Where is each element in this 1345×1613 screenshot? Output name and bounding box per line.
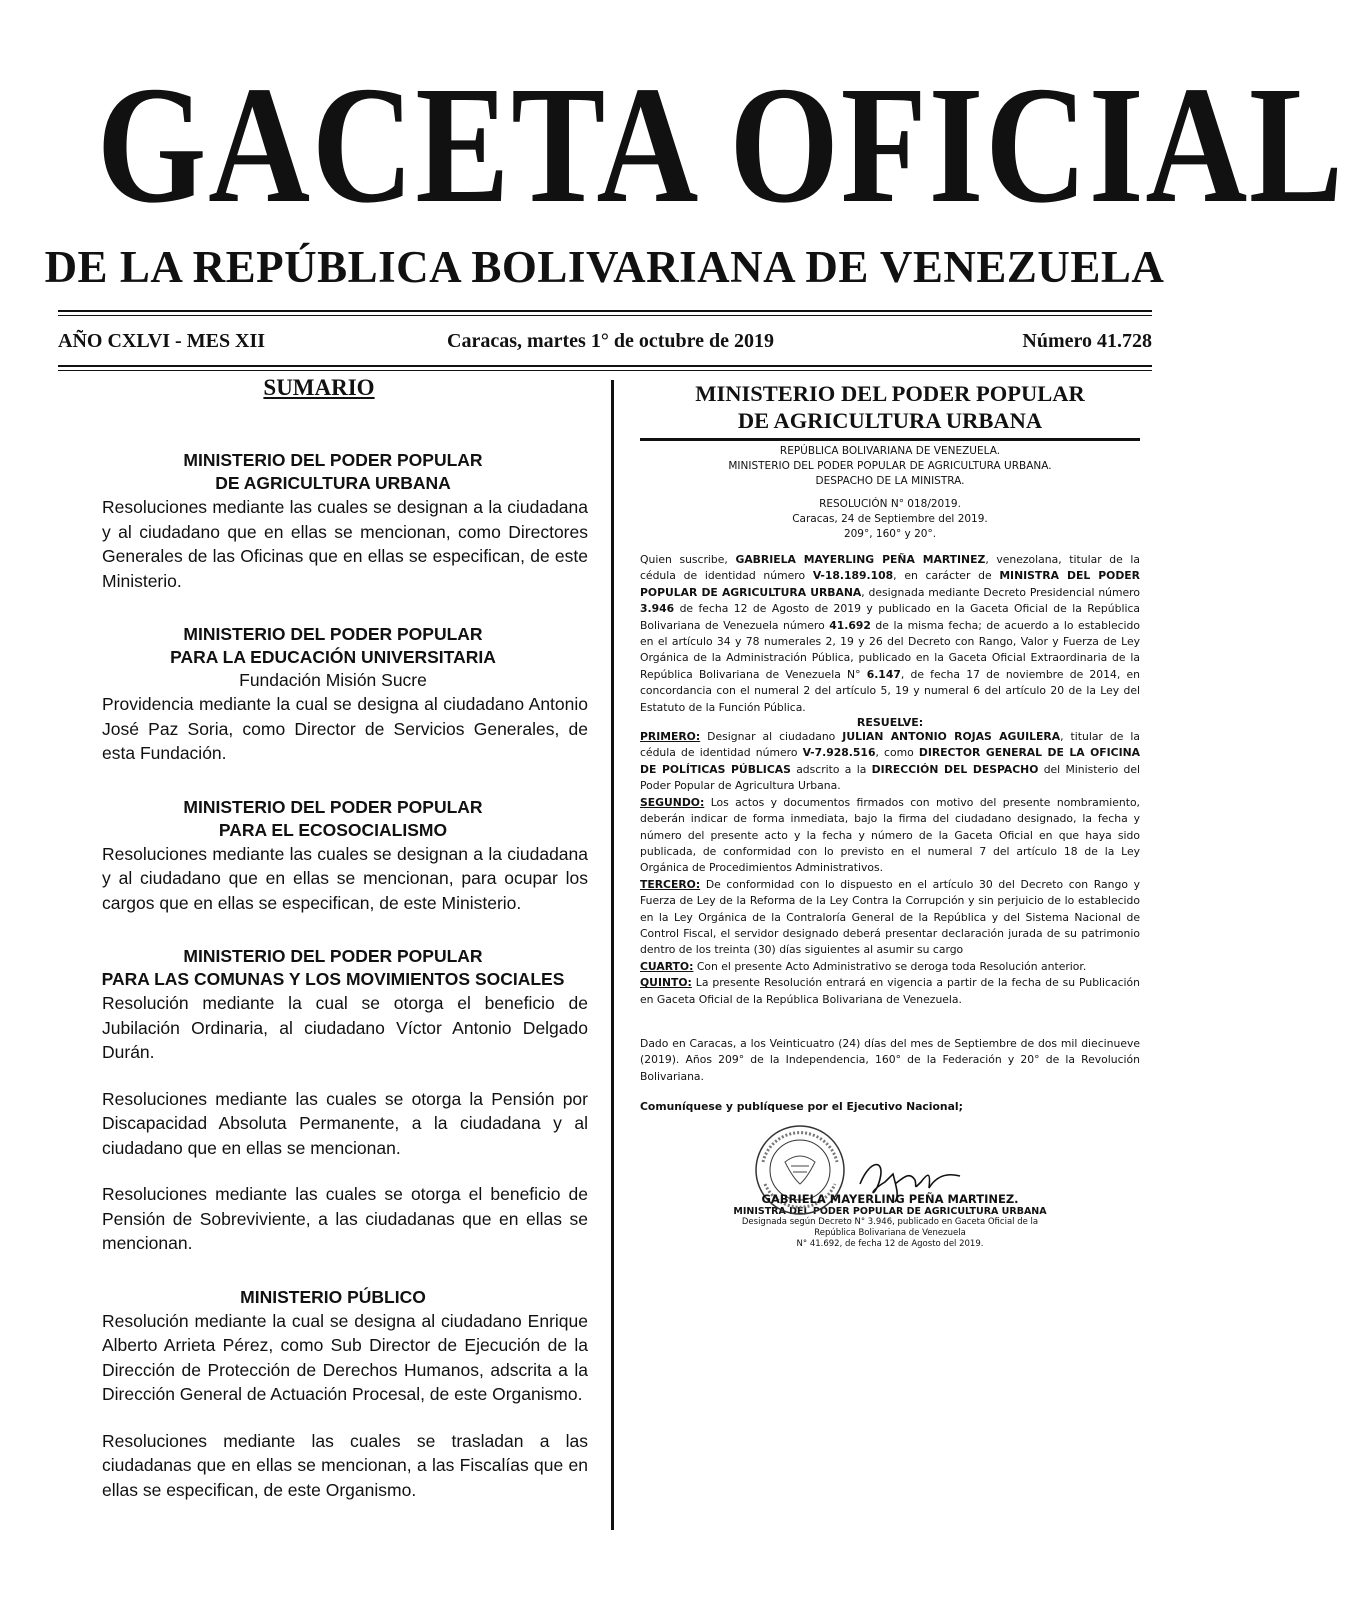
sumario-entry: Resolución mediante la cual se otorga el beneficio de Jubilación Ordinaria, al ciudadano Víctor Antonio Delgado Durán. — [102, 993, 588, 1062]
sumario-ministry: MINISTERIO DEL PODER POPULAR — [183, 450, 483, 470]
gazette-subtitle: DE LA REPÚBLICA BOLIVARIANA DE VENEZUELA — [44, 242, 1165, 292]
sumario-entry: Resolución mediante la cual se designa al ciudadano Enrique Alberto Arrieta Pérez, como Sub Director de Ejecución de la Dirección de Protección de Derechos Humanos, adscrita a la Dirección General de Actuación Procesal, de este Organismo. — [102, 1310, 588, 1404]
resolution-header-line: MINISTERIO DEL PODER POPULAR DE AGRICULTURA URBANA. — [728, 460, 1052, 472]
resuelve-heading: RESUELVE: — [856, 716, 924, 730]
sumario-entry: Resoluciones mediante las cuales se otorga la Pensión por Discapacidad Absoluta Permanente, a la ciudadana y al ciudadano que en ellas se mencionan. — [102, 1088, 588, 1158]
sumario-entry: Providencia mediante la cual se designa al ciudadano Antonio José Paz Soria, como Director de Servicios Generales, de esta Fundación. — [102, 694, 588, 763]
sumario-ministry: MINISTERIO DEL PODER POPULAR — [183, 946, 483, 966]
resolution-header-line: DESPACHO DE LA MINISTRA. — [815, 475, 965, 487]
sumario-title: SUMARIO — [263, 375, 375, 400]
issue-rule — [58, 365, 1152, 367]
header-rule-thin — [58, 315, 1152, 316]
sumario-ministry: PARA LAS COMUNAS Y LOS MOVIMIENTOS SOCIALES — [101, 969, 565, 989]
issue-date: Caracas, martes 1° de octubre de 2019 — [447, 330, 775, 352]
resolution-preamble: Quien suscribe, GABRIELA MAYERLING PEÑA MARTINEZ, venezolana, titular de la cédula de identidad número V-18.189.108, en carácter de MINISTRA DEL PODER POPULAR DE AGRICULTURA URBANA, designada mediante Decreto Presidencial número 3.946 de fecha 12 de Agosto de 2019 y publicado en la Gaceta Oficial de la República Bolivariana de Venezuela número 41.692 de la misma fecha; de acuerdo a lo establecido en el artículo 34 y 78 numerales 2, 19 y 26 del Decreto con Rango, Valor y Fuerza de Ley Orgánica de la Administración Pública, publicado en la Gaceta Oficial Extraordinaria de la República Bolivariana de Venezuela N° 6.147, de fecha 17 de noviembre de 2014, en concordancia con el numeral 2 del artículo 5, 19 y numeral 6 del artículo 20 de la Ley del Estatuto de la Función Pública. — [640, 553, 1140, 714]
sumario-subtitle: Fundación Misión Sucre — [239, 670, 427, 690]
article-segundo: SEGUNDO: Los actos y documentos firmados con motivo del presente nombramiento, deberán indicar de forma inmediata, bajo la firma del ciudadano designado, la fecha y número del presente acto y la fecha y número de la Gaceta Oficial en que haya sido publicada, de conformidad con lo previsto en el numeral 7 del artículo 18 de la Ley Orgánica de Procedimientos Administrativos. — [640, 795, 1140, 875]
signature-area — [640, 1122, 1140, 1222]
sumario-section — [78, 449, 588, 593]
sumario-ministry: MINISTERIO DEL PODER POPULAR — [183, 624, 483, 644]
closing-paragraph: Dado en Caracas, a los Veinticuatro (24) días del mes de Septiembre de dos mil diecinueve (2019). Años 209° de la Independencia, 160° de la Federación y 20° de la Revolución Bolivariana. — [640, 1036, 1140, 1083]
sumario-ministry: MINISTERIO PÚBLICO — [240, 1286, 426, 1307]
resolution-number: RESOLUCIÓN N° 018/2019. — [819, 498, 961, 510]
signer-note-line: N° 41.692, de fecha 12 de Agosto del 2019. — [796, 1238, 984, 1249]
sumario-ministry: PARA EL ECOSOCIALISMO — [218, 819, 448, 840]
sumario-entry: Resoluciones mediante las cuales se designan a la ciudadana y al ciudadano que en ellas se mencionan, como Directores Generales de las Oficinas que en ellas se especifican, de este Ministerio. — [102, 497, 588, 591]
issue-line — [58, 330, 1152, 360]
issue-year-month: AÑO CXLVI - MES XII — [58, 330, 266, 352]
gazette-title: GACETA OFICIAL — [96, 52, 1345, 238]
masthead — [0, 52, 1345, 292]
resolution-years: 209°, 160° y 20°. — [843, 528, 937, 540]
article-primero: PRIMERO: Designar al ciudadano JULIAN ANTONIO ROJAS AGUILERA, titular de la cédula de identidad número V-7.928.516, como DIRECTOR GENERAL DE LA OFICINA DE POLÍTICAS PÚBLICAS adscrito a la DIRECCIÓN DEL DESPACHO del Ministerio del Poder Popular de Agricultura Urbana. — [640, 730, 1140, 793]
article-cuarto: CUARTO: Con el presente Acto Administrativo se deroga toda Resolución anterior. — [640, 959, 1087, 973]
signer-name: GABRIELA MAYERLING PEÑA MARTINEZ. — [761, 1191, 1019, 1206]
resolution-ministry: DE AGRICULTURA URBANA — [737, 408, 1043, 433]
sumario-entry: Resoluciones mediante las cuales se designan a la ciudadana y al ciudadano que en ellas se mencionan, para ocupar los cargos que en ellas se especifican, de este Ministerio. — [102, 843, 588, 913]
sumario-entry: Resoluciones mediante las cuales se otorga el beneficio de Pensión de Sobreviviente, a las ciudadanas que en ellas se mencionan. — [102, 1184, 588, 1253]
article-quinto: QUINTO: La presente Resolución entrará en vigencia a partir de la fecha de su Publicación en Gaceta Oficial de la República Bolivariana de Venezuela. — [640, 976, 1140, 1006]
signer-note-line: Designada según Decreto N° 3.946, publicado en Gaceta Oficial de la — [741, 1216, 1039, 1227]
sumario-column — [78, 375, 588, 1502]
resolution-date: Caracas, 24 de Septiembre del 2019. — [792, 513, 988, 525]
sumario-section — [78, 1286, 588, 1503]
publish-line: Comuníquese y publíquese por el Ejecutivo Nacional; — [640, 1100, 963, 1114]
sumario-ministry: PARA LA EDUCACIÓN UNIVERSITARIA — [170, 647, 496, 667]
article-tercero: TERCERO: De conformidad con lo dispuesto en el artículo 30 del Decreto con Rango y Fuerza de Ley de la Reforma de la Ley Contra la Corrupción y sin perjuicio de lo establecido en la Ley Orgánica de la Contraloría General de la República y del Sistema Nacional de Control Fiscal, el servidor designado deberá presentar declaración jurada de su patrimonio dentro de los treinta (30) días siguientes al asumir su cargo — [640, 877, 1140, 957]
resolution-header-line: REPÚBLICA BOLIVARIANA DE VENEZUELA. — [779, 445, 1001, 457]
column-divider — [611, 380, 614, 1530]
issue-rule-thin — [58, 370, 1152, 371]
issue-number: Número 41.728 — [1022, 330, 1152, 352]
sumario-section — [78, 623, 588, 766]
ministry-rule — [640, 438, 1140, 441]
sumario-section — [78, 945, 588, 1256]
sumario-entry: Resoluciones mediante las cuales se trasladan a las ciudadanas que en ellas se mencionan, a las Fiscalías que en ellas se especifican, de este Organismo. — [102, 1430, 588, 1500]
resolution-column — [640, 380, 1140, 1250]
signer-title: MINISTRA DEL PODER POPULAR DE AGRICULTURA URBANA — [733, 1205, 1047, 1217]
sumario-ministry: MINISTERIO DEL PODER POPULAR — [183, 796, 483, 817]
header-rule — [58, 310, 1152, 312]
resolution-ministry: MINISTERIO DEL PODER POPULAR — [695, 381, 1085, 406]
sumario-ministry: DE AGRICULTURA URBANA — [215, 473, 451, 493]
sumario-section — [78, 796, 588, 916]
signer-note-line: República Bolivariana de Venezuela — [814, 1227, 966, 1238]
